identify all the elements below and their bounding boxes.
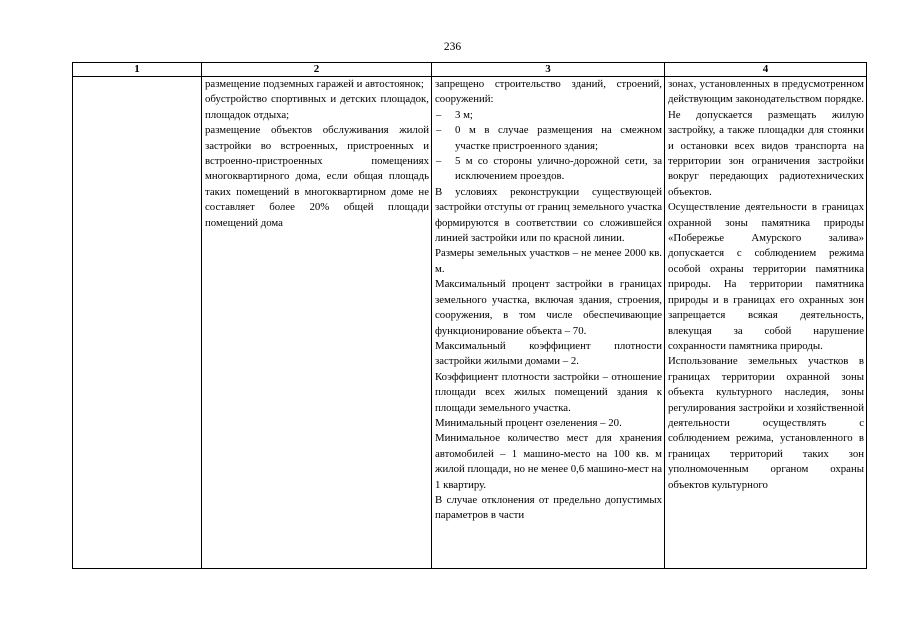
table-row (73, 77, 867, 569)
column-header-4: 4 (665, 63, 867, 77)
column-header-2: 2 (202, 63, 432, 77)
parameter-paragraph: Максимальный процент застройки в границах земельного участка, включая здания, строения, сооружения, в том числе обеспечивающие функционирование объекта – 70. (435, 278, 662, 337)
parameter-paragraph: Коэффициент плотности застройки – отношение площади всех жилых помещений здания к площади земельного участка. (435, 370, 662, 414)
setback-dash-item: – 0 м в случае размещения на смежном участке пристроенного здания; (435, 123, 662, 154)
restriction-paragraph: зонах, установленных в предусмотренном действующим законодательством порядке. (668, 78, 864, 106)
cell-col-2 (202, 77, 432, 569)
page-number: 236 (443, 41, 462, 53)
column-number-row (73, 63, 867, 77)
setback-intro: запрещено строительство зданий, строений, сооружений: (435, 78, 662, 106)
permitted-use-item: размещение объектов обслуживания жилой застройки во встроенных, пристроенных и встроенно-пристроенных помещениях многоквартирного дома, если общая площадь таких помещений в многоквартирном доме не составляет более 20% общей площади помещений дома (205, 124, 429, 229)
cell-col-3 (432, 77, 665, 569)
permitted-use-item: обустройство спортивных и детских площадок, площадок отдыха; (205, 93, 429, 121)
setback-dash-item: – 3 м; (435, 108, 662, 123)
column-header-1: 1 (73, 63, 202, 77)
restriction-paragraph: Осуществление деятельности в границах охранной зоны памятника природы «Побережье Амурского залива» допускается с соблюдением режима особой охраны территории памятника природы. На территории памятника природы и в границах его охранных зон запрещается всякая деятельность, влекущая за собой нарушение сохранности памятника природы. (668, 201, 864, 352)
parameter-paragraph: Минимальное количество мест для хранения автомобилей – 1 машино-место на 100 кв. м жилой площади, но не менее 0,6 машино-мест на 1 квартиру. (435, 432, 662, 491)
parameter-paragraph: Размеры земельных участков – не менее 2000 кв. м. (435, 247, 662, 275)
column-header-3: 3 (432, 63, 665, 77)
parameter-paragraph: В условиях реконструкции существующей застройки отступы от границ земельного участка формируются в соответствии со сложившейся линией застройки или по красной линии. (435, 185, 662, 245)
parameter-paragraph: В случае отклонения от предельно допустимых параметров в части (435, 493, 662, 522)
regulation-table (72, 62, 867, 569)
cell-col-4 (665, 77, 867, 569)
setback-dash-item: – 5 м со стороны улично-дорожной сети, за исключением проездов. (435, 154, 662, 185)
restriction-paragraph: Не допускается размещать жилую застройку, а также площадки для стоянки и остановки всех видов транспорта на территории зон ограничения застройки вокруг передающих радиотехнических объектов. (668, 108, 864, 198)
parameter-paragraph: Максимальный коэффициент плотности застройки жилыми домами – 2. (435, 339, 662, 368)
restriction-paragraph: Использование земельных участков в границах территории охранной зоны объекта культурного наследия, зоны регулирования застройки и хозяйственной деятельности осуществлять с соблюдением режима, установленного в границах территорий таких зон уполномоченным органом охраны объектов культурного (668, 355, 864, 491)
parameter-paragraph: Минимальный процент озеленения – 20. (435, 416, 622, 429)
permitted-use-item: размещение подземных гаражей и автостоянок; (205, 78, 424, 90)
cell-col-1 (73, 77, 202, 569)
